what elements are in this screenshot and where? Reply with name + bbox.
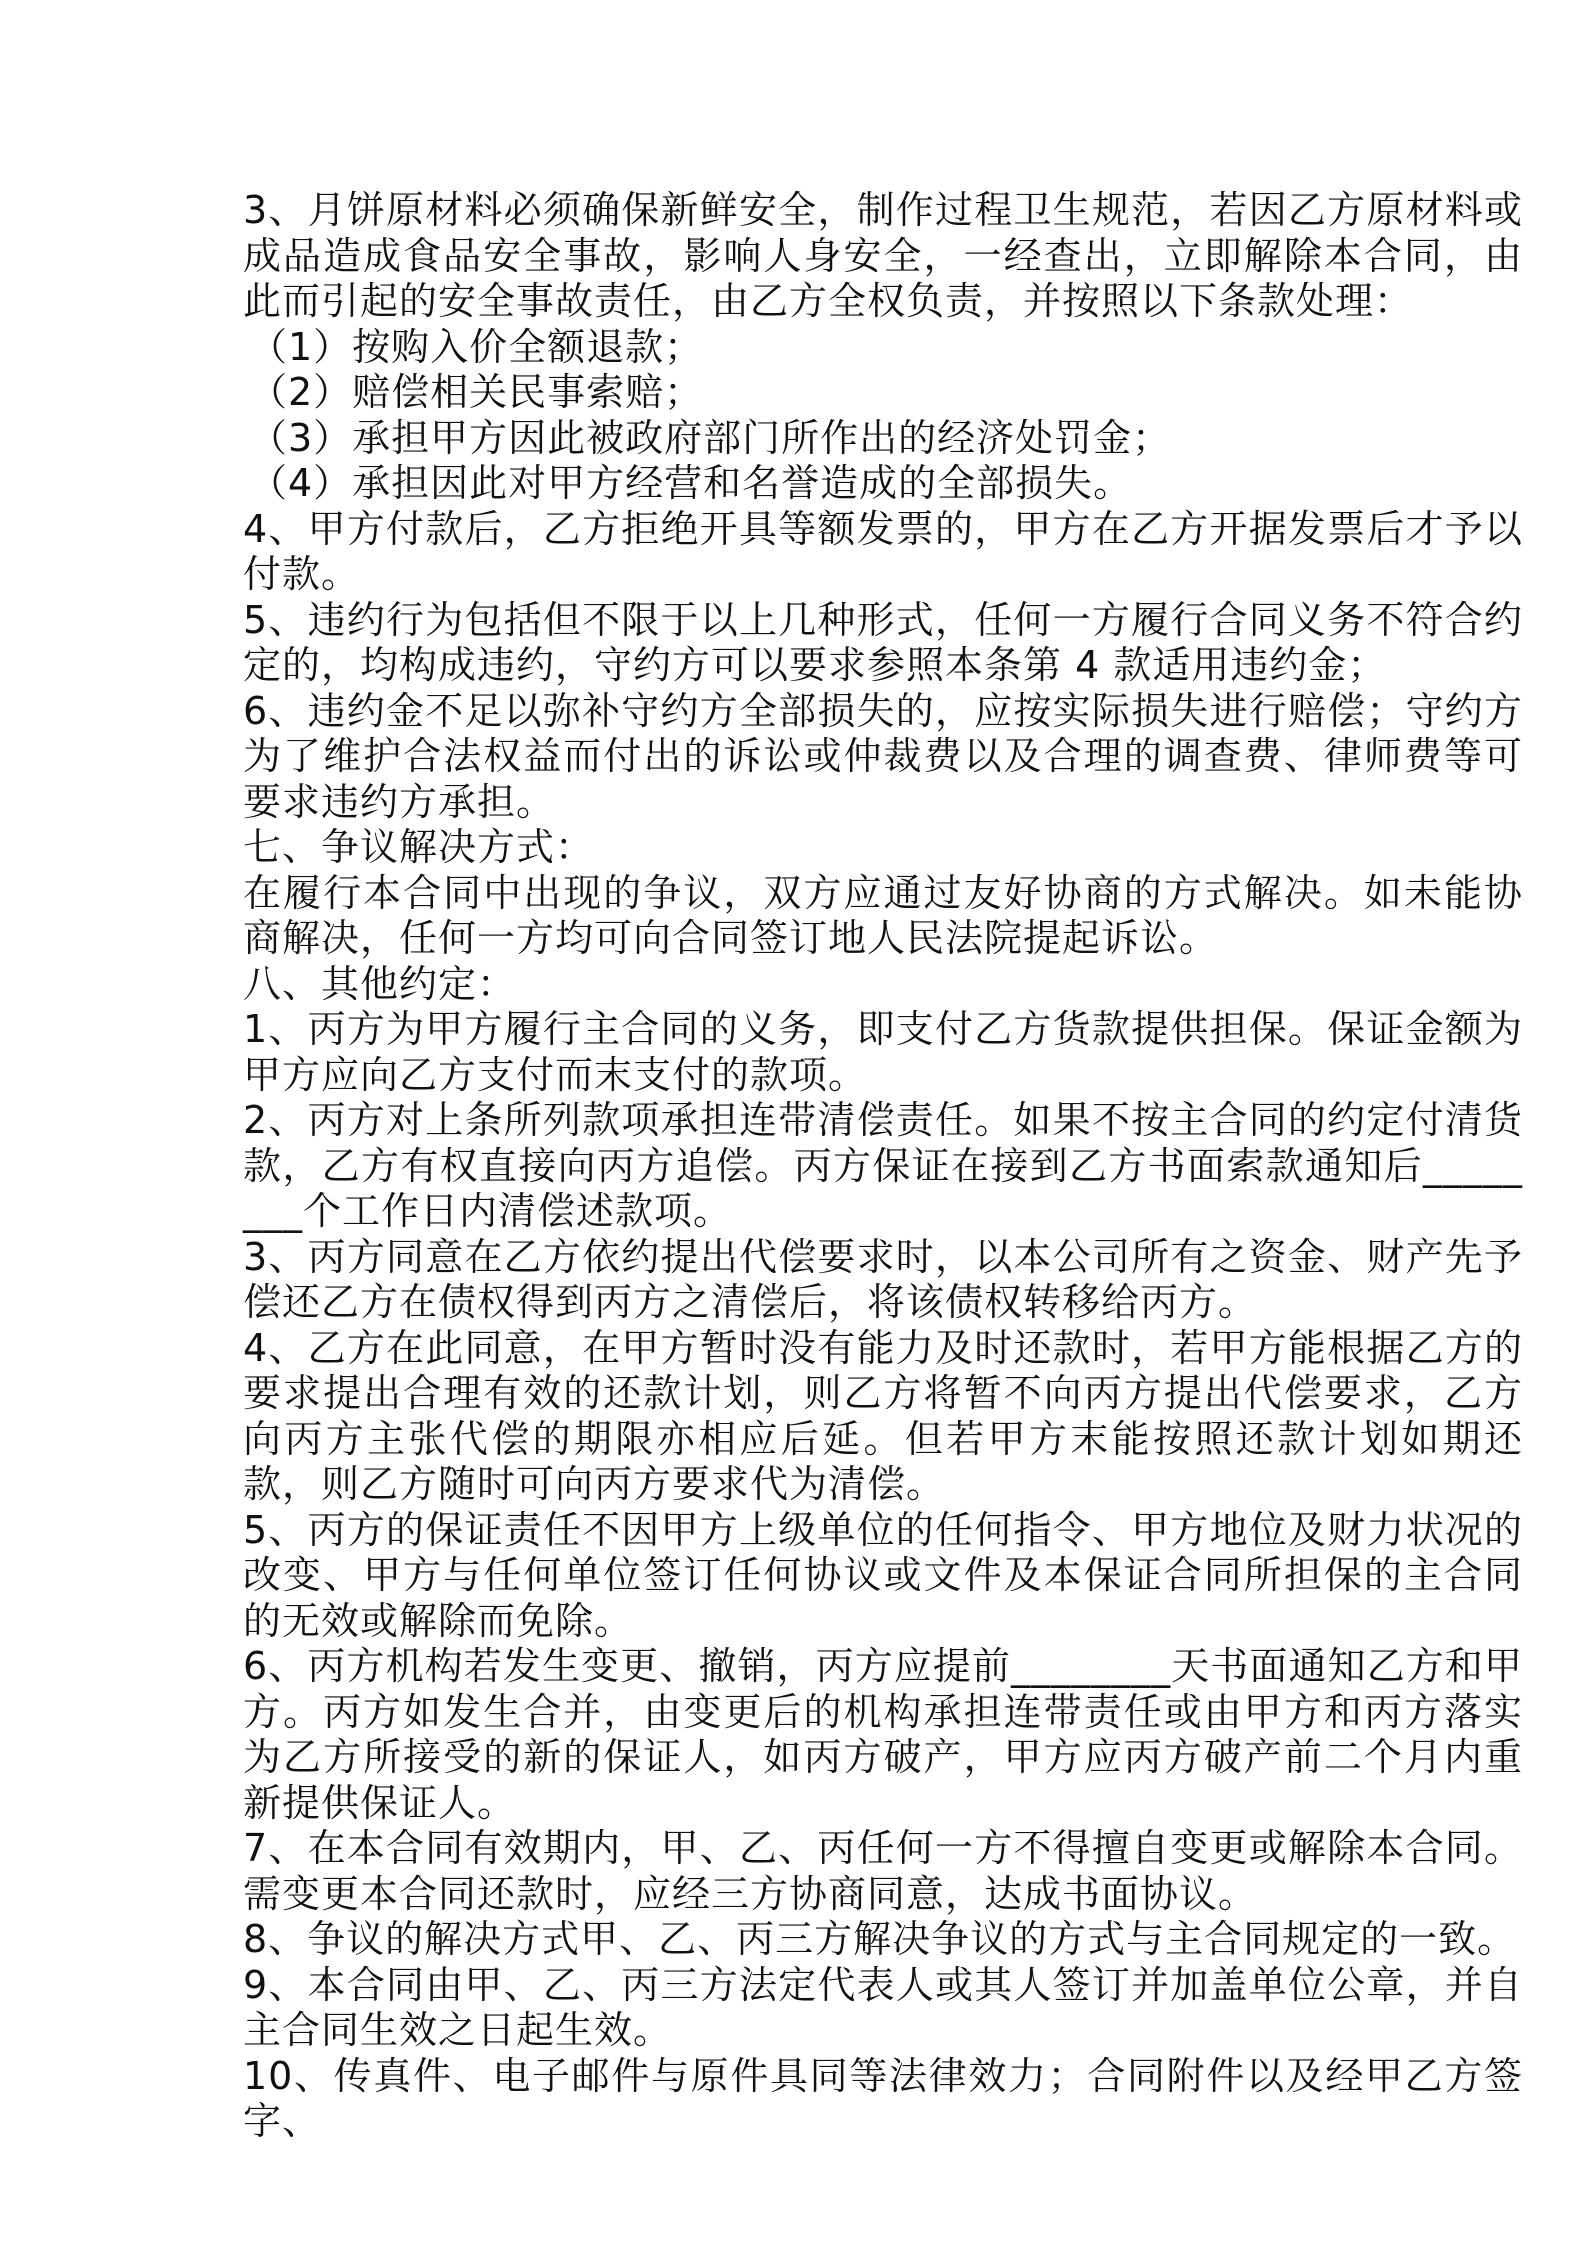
other-clause-9: 9、本合同由甲、乙、丙三方法定代表人或其人签订并加盖单位公章，并自主合同生效之日起生效。 — [243, 1962, 1523, 2052]
other-clause-2: 2、丙方对上条所列款项承担连带清偿责任。如果不按主合同的约定付清货款，乙方有权直接向丙方追偿。丙方保证在接到乙方书面索款通知后________个工作日内清偿述款项。 — [243, 1098, 1523, 1233]
clause-3-paragraph: 3、月饼原材料必须确保新鲜安全，制作过程卫生规范，若因乙方原材料或成品造成食品安全事故，影响人身安全，一经查出，立即解除本合同，由此而引起的安全事故责任，由乙方全权负责，并按照以下条款处理： — [243, 188, 1523, 323]
sub-item-2: （2）赔偿相关民事索赔； — [249, 370, 704, 414]
sub-item-3: （3）承担甲方因此被政府部门所作出的经济处罚金； — [249, 415, 1172, 460]
clause-4-paragraph: 4、甲方付款后，乙方拒绝开具等额发票的，甲方在乙方开据发票后才予以付款。 — [243, 506, 1523, 596]
section-7-heading: 七、争议解决方式： — [243, 825, 595, 869]
sub-item-1: （1）按购入价全额退款； — [249, 324, 704, 369]
other-clause-8: 8、争议的解决方式甲、乙、丙三方解决争议的方式与主合同规定的一致。 — [243, 1917, 1517, 1961]
clause-6-paragraph: 6、违约金不足以弥补守约方全部损失的，应按实际损失进行赔偿；守约方为了维护合法权益而付出的诉讼或仲裁费以及合理的调查费、律师费等可要求违约方承担。 — [243, 688, 1523, 824]
other-clause-4: 4、乙方在此同意，在甲方暂时没有能力及时还款时，若甲方能根据乙方的要求提出合理有效的还款计划，则乙方将暂不向丙方提出代偿要求，乙方向丙方主张代偿的期限亦相应后延。但若甲方末能按照还款计划如期还款，则乙方随时可向丙方要求代为清偿。 — [243, 1325, 1523, 1506]
other-clause-1: 1、丙方为甲方履行主合同的义务，即支付乙方货款提供担保。保证金额为甲方应向乙方支付而末支付的款项。 — [243, 1007, 1523, 1097]
other-clause-3: 3、丙方同意在乙方依约提出代偿要求时，以本公司所有之资金、财产先予偿还乙方在债权得到丙方之清偿后，将该债权转移给丙方。 — [243, 1234, 1523, 1324]
section-8-heading: 八、其他约定： — [243, 961, 517, 1006]
other-clause-7: 7、在本合同有效期内，甲、乙、丙任何一方不得擅自变更或解除本合同。需变更本合同还款时，应经三方协商同意，达成书面协议。 — [243, 1826, 1523, 1916]
section-7-body: 在履行本合同中出现的争议，双方应通过友好协商的方式解决。如未能协商解决，任何一方均可向合同签订地人民法院提起诉讼。 — [243, 870, 1523, 960]
sub-item-4: （4）承担因此对甲方经营和名誉造成的全部损失。 — [249, 461, 1133, 505]
document-page — [243, 188, 1523, 2145]
clause-5-paragraph: 5、违约行为包括但不限于以上几种形式，任何一方履行合同义务不符合约定的，均构成违约，守约方可以要求参照本条第 4 款适用违约金； — [243, 597, 1523, 687]
other-clause-10: 10、传真件、电子邮件与原件具同等法律效力；合同附件以及经甲乙方签字、 — [243, 2053, 1523, 2143]
other-clause-5: 5、丙方的保证责任不因甲方上级单位的任何指令、甲方地位及财力状况的改变、甲方与任何单位签订任何协议或文件及本保证合同所担保的主合同的无效或解除而免除。 — [243, 1507, 1523, 1643]
other-clause-6: 6、丙方机构若发生变更、撤销，丙方应提前________天书面通知乙方和甲方。丙方如发生合并，由变更后的机构承担连带责任或由甲方和丙方落实为乙方所接受的新的保证人，如丙方破产，甲方应丙方破产前二个月内重新提供保证人。 — [243, 1644, 1523, 1825]
